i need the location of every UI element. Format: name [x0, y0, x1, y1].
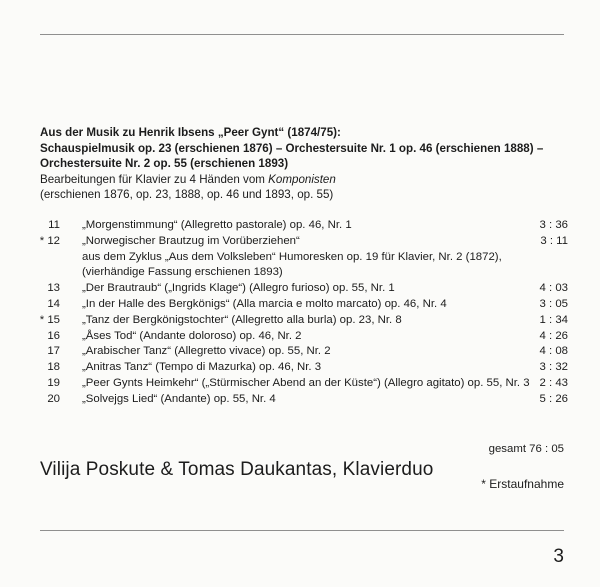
track-title: „Der Brautraub“ („Ingrids Klage“) (Allegro furioso) op. 55, Nr. 1 — [82, 282, 395, 295]
track-row — [36, 329, 568, 345]
track-number: 11 — [48, 219, 60, 231]
track-title: „Åses Tod“ (Andante doloroso) op. 46, Nr. 2 — [82, 329, 302, 342]
track-duration: 1 : 34 — [539, 313, 568, 326]
track-row — [36, 218, 568, 234]
track-title: „Solvejgs Lied“ (Andante) op. 55, Nr. 4 — [82, 392, 276, 405]
work-subtitle-1: Schauspielmusik op. 23 (erschienen 1876) – Orchestersuite Nr. 1 op. 46 (erschienen 1888) – — [40, 141, 544, 155]
track-row — [36, 344, 568, 360]
first-recording-footnote: * Erstaufnahme — [481, 477, 564, 491]
arrangement-note-text: Bearbeitungen für Klavier zu 4 Händen vom — [40, 172, 269, 186]
track-number: 14 — [47, 297, 60, 310]
track-duration: 4 : 03 — [539, 282, 568, 295]
track-row — [36, 234, 568, 250]
track-title: „Anitras Tanz“ (Tempo di Mazurka) op. 46, Nr. 3 — [82, 361, 322, 374]
performers-credit: Vilija Poskute & Tomas Daukantas, Klavierduo — [40, 459, 434, 480]
track-duration: 4 : 26 — [539, 329, 568, 342]
track-title: „Tanz der Bergkönigstochter“ (Allegretto alla burla) op. 23, Nr. 8 — [82, 313, 402, 326]
track-title: „Morgenstimmung“ (Allegretto pastorale) op. 46, Nr. 1 — [82, 219, 352, 231]
track-row — [36, 360, 568, 376]
publication-note: (erschienen 1876, op. 23, 1888, op. 46 und 1893, op. 55) — [40, 188, 334, 201]
arrangement-note — [40, 172, 580, 188]
track-title: „Arabischer Tanz“ (Allegretto vivace) op. 55, Nr. 2 — [82, 345, 331, 358]
track-row — [36, 313, 568, 329]
track-row-continuation — [36, 250, 568, 266]
bottom-divider — [40, 530, 564, 531]
track-number: 17 — [47, 345, 60, 358]
track-list — [36, 218, 568, 408]
track-title: „Peer Gynts Heimkehr“ („Stürmischer Abend an der Küste“) (Allegro agitato) op. 55, Nr. 3 — [82, 376, 530, 389]
track-duration: 3 : 32 — [539, 361, 568, 374]
work-subtitle-2: Orchestersuite Nr. 2 op. 55 (erschienen 1893) — [40, 157, 289, 170]
total-duration: gesamt 76 : 05 — [488, 443, 564, 455]
track-number: * 12 — [39, 234, 60, 247]
track-number: 13 — [47, 282, 60, 295]
arrangement-note-composer: Komponisten — [268, 172, 336, 186]
work-title: Aus der Musik zu Henrik Ibsens „Peer Gynt“ (1874/75): — [40, 126, 341, 139]
track-row-continuation — [36, 265, 568, 281]
track-title: aus dem Zyklus „Aus dem Volksleben“ Humoresken op. 19 für Klavier, Nr. 2 (1872), — [82, 250, 502, 263]
track-number: * 15 — [39, 313, 60, 326]
page-number: 3 — [553, 546, 564, 567]
track-title: „Norwegischer Brautzug im Vorüberziehen“ — [82, 234, 300, 247]
track-duration: 5 : 26 — [539, 392, 568, 405]
track-number: 18 — [47, 361, 60, 374]
track-row — [36, 392, 568, 408]
track-duration: 3 : 11 — [540, 234, 568, 247]
track-duration: 3 : 05 — [539, 297, 568, 310]
track-row — [36, 297, 568, 313]
track-duration: 4 : 08 — [539, 345, 568, 358]
track-number: 19 — [47, 376, 60, 389]
track-row — [36, 376, 568, 392]
track-number: 16 — [47, 329, 60, 342]
track-duration: 3 : 36 — [539, 219, 568, 231]
track-duration: 2 : 43 — [539, 376, 568, 389]
work-heading — [40, 125, 580, 203]
top-divider — [40, 34, 564, 35]
track-number: 20 — [47, 392, 60, 405]
track-row — [36, 281, 568, 297]
track-title: (vierhändige Fassung erschienen 1893) — [82, 266, 283, 279]
track-title: „In der Halle des Bergkönigs“ (Alla marcia e molto marcato) op. 46, Nr. 4 — [82, 297, 447, 310]
